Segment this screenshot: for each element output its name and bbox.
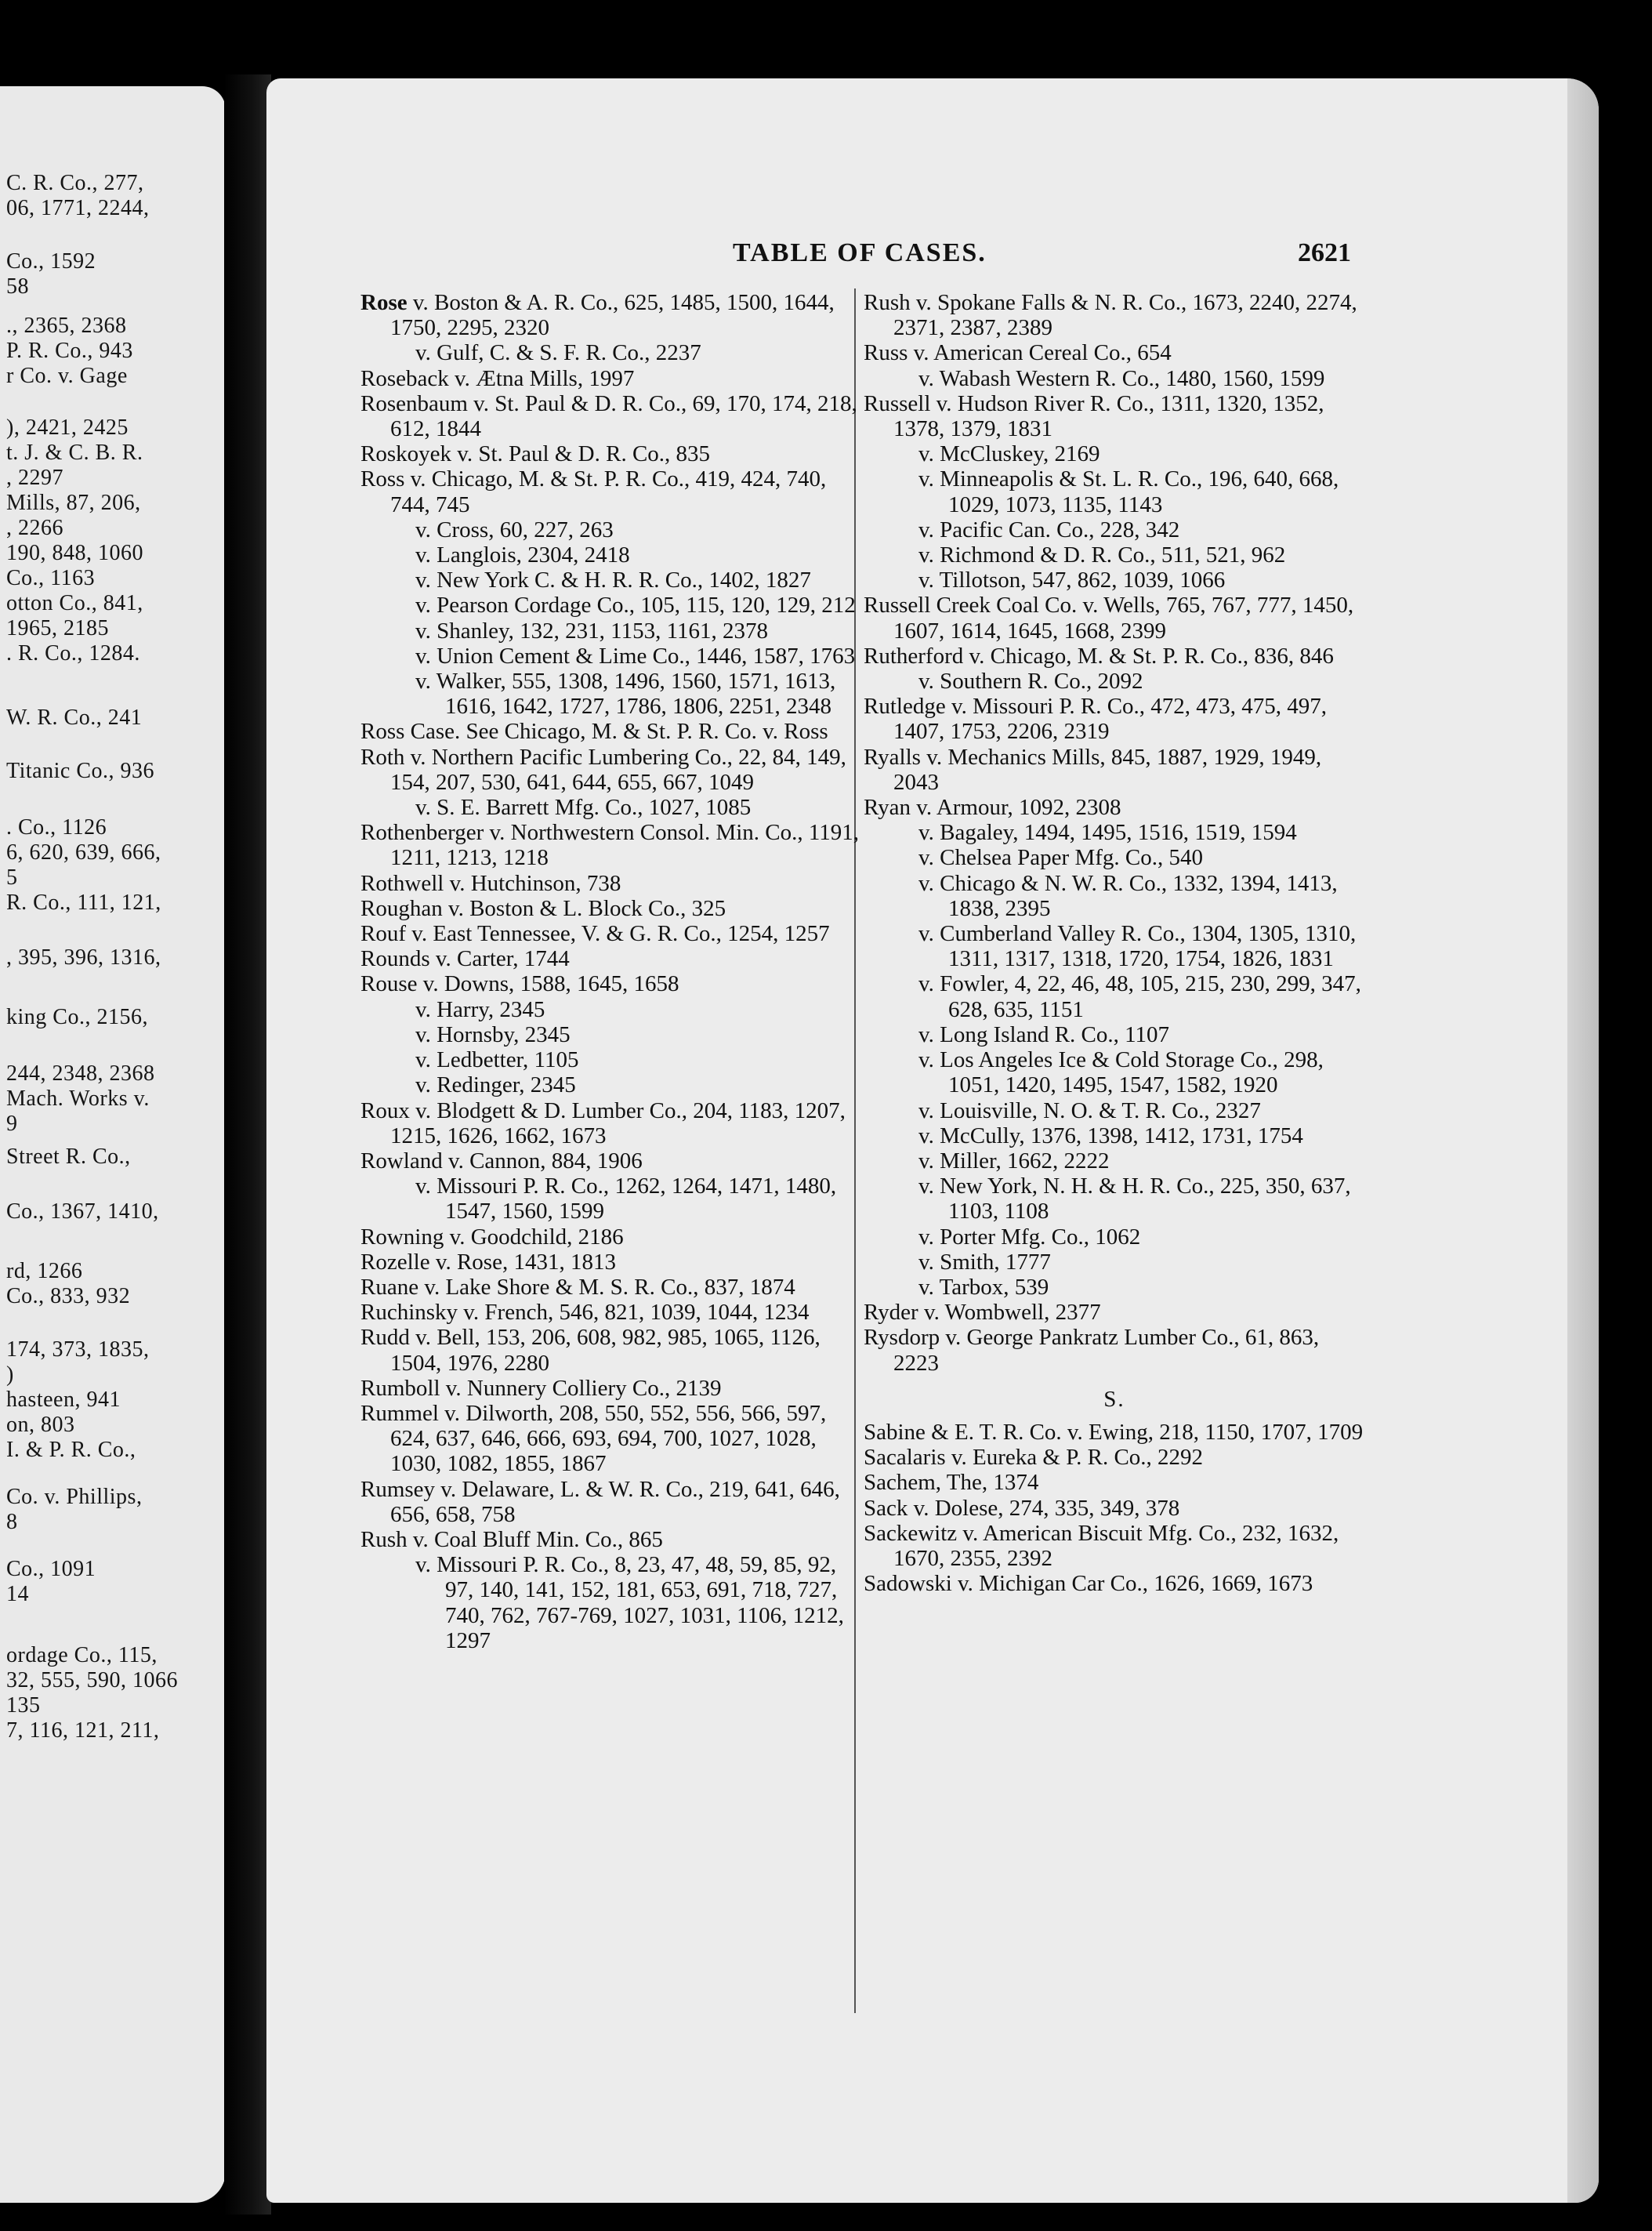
case-citation-text: Rouse v. Downs, 1588, 1645, 1658 (360, 971, 679, 997)
left-page-text-fragment: Co., 1091 (6, 1557, 96, 1581)
case-entry (864, 391, 1365, 441)
case-citation-text: v. Minneapolis & St. L. R. Co., 196, 640, 668, 1029, 1073, 1135, 1143 (918, 466, 1339, 517)
case-citation-text: Rothenberger v. Northwestern Consol. Min. Co., 1191, 1211, 1213, 1218 (360, 820, 860, 871)
case-sub-entry (360, 1022, 862, 1047)
case-citation-text: v. Chicago & N. W. R. Co., 1332, 1394, 1413, 1838, 2395 (918, 870, 1338, 921)
case-entry (864, 1420, 1365, 1445)
case-citation-text: Rutherford v. Chicago, M. & St. P. R. Co., 836, 846 (864, 643, 1334, 669)
case-citation-text: Rutledge v. Missouri P. R. Co., 472, 473, 475, 497, 1407, 1753, 2206, 2319 (864, 694, 1328, 745)
case-entry (360, 1098, 862, 1148)
left-page-text-fragment: . Co., 1126 (6, 815, 107, 840)
case-citation-text: Sadowski v. Michigan Car Co., 1626, 1669, 1673 (864, 1571, 1313, 1597)
case-entry (360, 871, 862, 896)
case-citation-text: v. Pearson Cordage Co., 105, 115, 120, 129, 212 (415, 593, 856, 619)
left-page-text-fragment: Co., 1163 (6, 566, 96, 590)
case-entry (360, 946, 862, 971)
case-entry (360, 820, 862, 870)
case-sub-entry (864, 568, 1365, 593)
case-sub-entry (864, 1275, 1365, 1300)
case-sub-entry (360, 1072, 862, 1097)
case-column-right (864, 290, 1365, 1596)
case-entry (864, 1325, 1365, 1375)
case-citation-text: v. Southern R. Co., 2092 (918, 669, 1143, 695)
left-page-text-fragment: on, 803 (6, 1413, 75, 1437)
left-page-text-fragment: C. R. Co., 277, (6, 171, 144, 195)
case-citation-text: v. Redinger, 2345 (415, 1072, 576, 1098)
case-citation-text: v. Pacific Can. Co., 228, 342 (918, 517, 1180, 542)
case-sub-entry (360, 1552, 862, 1653)
case-citation-text: Rush v. Spokane Falls & N. R. Co., 1673, 2240, 2274, 2371, 2387, 2389 (864, 290, 1357, 341)
case-entry (864, 1445, 1365, 1470)
case-entry (360, 391, 862, 441)
case-sub-entry (864, 466, 1365, 517)
case-sub-entry (360, 619, 862, 644)
case-entry (360, 1477, 862, 1527)
case-sub-entry (360, 340, 862, 365)
case-sub-entry (360, 542, 862, 568)
case-citation-text: v. Long Island R. Co., 1107 (918, 1021, 1170, 1047)
left-page-text-fragment: , 2297 (6, 466, 63, 490)
case-citation-text: v. Fowler, 4, 22, 46, 48, 105, 215, 230, 299, 347, 628, 635, 1151 (918, 971, 1361, 1022)
case-entry (360, 1224, 862, 1250)
case-citation-text: Rosenbaum v. St. Paul & D. R. Co., 69, 170, 174, 218, 612, 1844 (360, 390, 857, 442)
case-entry (864, 795, 1365, 820)
case-entry (360, 366, 862, 391)
left-page-text-fragment: ., 2365, 2368 (6, 314, 127, 338)
left-page-text-fragment: , 395, 396, 1316, (6, 945, 161, 970)
left-page-text-fragment: Co., 833, 932 (6, 1284, 131, 1308)
case-citation-text: Rudd v. Bell, 153, 206, 608, 982, 985, 1065, 1126, 1504, 1976, 2280 (360, 1325, 821, 1376)
left-page-text-fragment: Co., 1367, 1410, (6, 1199, 159, 1224)
case-citation-text: Roth v. Northern Pacific Lumbering Co., 22, 84, 149, 154, 207, 530, 641, 644, 655, 667, 1049 (360, 744, 846, 795)
case-citation-text: v. S. E. Barrett Mfg. Co., 1027, 1085 (415, 795, 752, 821)
case-citation-text: v. New York C. & H. R. R. Co., 1402, 1827 (415, 568, 811, 593)
left-page-text-fragment: Co. v. Phillips, (6, 1485, 143, 1509)
case-column-left (360, 290, 862, 1653)
case-sub-entry (864, 921, 1365, 971)
case-entry (864, 1470, 1365, 1495)
case-citation-text: v. Gulf, C. & S. F. R. Co., 2237 (415, 340, 701, 366)
case-sub-entry (360, 669, 862, 719)
case-citation-text: Rummel v. Dilworth, 208, 550, 552, 556, 566, 597, 624, 637, 646, 666, 693, 694, 700, 1027, 1028, 1030, 1082, 1855, 1867 (360, 1400, 827, 1477)
case-citation-text: Rouf v. East Tennessee, V. & G. R. Co., 1254, 1257 (360, 921, 830, 947)
case-citation-text: Rothwell v. Hutchinson, 738 (360, 870, 621, 896)
case-citation-text: Rumsey v. Delaware, L. & W. R. Co., 219, 641, 646, 656, 658, 758 (360, 1476, 840, 1527)
left-page-text-fragment: Titanic Co., 936 (6, 759, 154, 783)
case-head-name: Rose (360, 290, 408, 315)
case-entry (360, 971, 862, 996)
case-citation-text: Ross Case. See Chicago, M. & St. P. R. Co. v. Ross (360, 719, 828, 745)
case-entry (864, 1521, 1365, 1571)
case-entry (360, 719, 862, 744)
case-citation-text: v. Ledbetter, 1105 (415, 1047, 579, 1073)
case-sub-entry (864, 1098, 1365, 1123)
case-citation-text: Sack v. Dolese, 274, 335, 349, 378 (864, 1495, 1180, 1521)
case-citation-text: Roux v. Blodgett & D. Lumber Co., 204, 1183, 1207, 1215, 1626, 1662, 1673 (360, 1097, 846, 1148)
left-page-text-fragment: Mills, 87, 206, (6, 491, 141, 515)
case-sub-entry (864, 542, 1365, 568)
case-citation-text: v. Missouri P. R. Co., 8, 23, 47, 48, 59, 85, 92, 97, 140, 141, 152, 181, 653, 691, 718, 727, 740, 762, 767-769, 1027, 1031, 1106, 1212, 1297 (415, 1552, 844, 1653)
case-sub-entry (360, 795, 862, 820)
left-page-text-fragment: ) (6, 1362, 14, 1387)
left-page-text-fragment: ordage Co., 115, (6, 1643, 158, 1667)
case-citation-text: v. Hornsby, 2345 (415, 1021, 571, 1047)
left-page-text-fragment: 14 (6, 1582, 29, 1606)
case-entry (360, 1527, 862, 1552)
case-entry (864, 694, 1365, 744)
case-citation-text: v. Tillotson, 547, 862, 1039, 1066 (918, 568, 1226, 593)
case-entry (360, 921, 862, 946)
left-page-text-fragment: P. R. Co., 943 (6, 339, 133, 363)
case-citation-text: Russell v. Hudson River R. Co., 1311, 1320, 1352, 1378, 1379, 1831 (864, 390, 1324, 442)
case-sub-entry (864, 971, 1365, 1021)
case-citation-text: Rysdorp v. George Pankratz Lumber Co., 61, 863, 2223 (864, 1325, 1320, 1376)
left-page-fragment (0, 86, 226, 2203)
case-citation-text: v. Cross, 60, 227, 263 (415, 517, 614, 542)
right-page (266, 78, 1599, 2203)
left-page-text-fragment: 174, 373, 1835, (6, 1337, 150, 1362)
case-sub-entry (360, 1174, 862, 1224)
page-number: 2621 (1298, 238, 1351, 267)
left-page-text-fragment: r Co. v. Gage (6, 364, 128, 388)
case-citation-text: v. Richmond & D. R. Co., 511, 521, 962 (918, 542, 1286, 568)
case-entry (360, 1275, 862, 1300)
left-page-text-fragment: 8 (6, 1510, 18, 1534)
left-page-text-fragment: king Co., 2156, (6, 1005, 148, 1029)
case-citation-text: v. Los Angeles Ice & Cold Storage Co., 298, 1051, 1420, 1495, 1547, 1582, 1920 (918, 1047, 1324, 1098)
case-citation-text: Sacalaris v. Eureka & P. R. Co., 2292 (864, 1445, 1204, 1471)
case-citation-text: Rozelle v. Rose, 1431, 1813 (360, 1249, 616, 1275)
case-citation-text: v. Chelsea Paper Mfg. Co., 540 (918, 845, 1203, 871)
case-entry (864, 593, 1365, 643)
case-sub-entry (864, 1022, 1365, 1047)
left-page-text-fragment: Street R. Co., (6, 1145, 131, 1169)
left-page-text-fragment: 58 (6, 274, 29, 299)
case-citation-text: Ryder v. Wombwell, 2377 (864, 1300, 1101, 1326)
case-entry (360, 1148, 862, 1174)
case-citation-text: Rounds v. Carter, 1744 (360, 946, 570, 972)
left-page-text-fragment: 06, 1771, 2244, (6, 196, 150, 220)
case-citation-text: v. Porter Mfg. Co., 1062 (918, 1224, 1141, 1250)
left-page-text-fragment: t. J. & C. B. R. (6, 441, 143, 465)
case-sub-entry (864, 366, 1365, 391)
case-citation-text: v. Harry, 2345 (415, 996, 545, 1022)
case-citation-text: v. Smith, 1777 (918, 1249, 1051, 1275)
case-citation-text: v. McCully, 1376, 1398, 1412, 1731, 1754 (918, 1123, 1303, 1148)
left-page-text-fragment: 5 (6, 865, 18, 890)
case-citation-text: v. Union Cement & Lime Co., 1446, 1587, 1763 (415, 643, 856, 669)
case-citation-text: Ross v. Chicago, M. & St. P. R. Co., 419, 424, 740, 744, 745 (360, 466, 827, 517)
left-page-text-fragment: hasteen, 941 (6, 1388, 121, 1412)
case-entry (360, 1250, 862, 1275)
page-edge (1567, 78, 1599, 2203)
left-page-text-fragment: W. R. Co., 241 (6, 706, 143, 730)
case-sub-entry (864, 1174, 1365, 1224)
case-entry (864, 290, 1365, 340)
left-page-text-fragment: . R. Co., 1284. (6, 641, 140, 666)
running-header: TABLE OF CASES. (733, 238, 987, 267)
case-sub-entry (864, 845, 1365, 870)
case-sub-entry (864, 441, 1365, 466)
left-page-text-fragment: I. & P. R. Co., (6, 1438, 136, 1462)
case-sub-entry (360, 997, 862, 1022)
case-citation-text: Rowning v. Goodchild, 2186 (360, 1224, 624, 1250)
left-page-text-fragment: 1965, 2185 (6, 616, 109, 640)
case-citation-text: Roughan v. Boston & L. Block Co., 325 (360, 895, 726, 921)
case-entry (360, 1300, 862, 1325)
case-citation-text: v. Tarbox, 539 (918, 1274, 1049, 1300)
case-entry (360, 1401, 862, 1477)
left-page-text-fragment: 6, 620, 639, 666, (6, 840, 161, 865)
case-citation-text: v. Missouri P. R. Co., 1262, 1264, 1471, 1480, 1547, 1560, 1599 (415, 1174, 837, 1224)
case-entry (864, 745, 1365, 795)
case-entry (864, 1300, 1365, 1325)
left-page-text-fragment: ), 2421, 2425 (6, 415, 129, 440)
case-sub-entry (360, 593, 862, 618)
case-entry (360, 1376, 862, 1401)
case-sub-entry (864, 1148, 1365, 1174)
case-citation-text: Russ v. American Cereal Co., 654 (864, 340, 1172, 366)
left-page-text-fragment: R. Co., 111, 121, (6, 891, 161, 915)
case-citation-text: v. Langlois, 2304, 2418 (415, 542, 630, 568)
case-sub-entry (360, 517, 862, 542)
left-page-text-fragment: 190, 848, 1060 (6, 541, 143, 565)
book-gutter (224, 74, 271, 2215)
case-citation-text: Ryalls v. Mechanics Mills, 845, 1887, 1929, 1949, 2043 (864, 744, 1322, 795)
case-sub-entry (864, 871, 1365, 921)
case-citation-text: Sachem, The, 1374 (864, 1470, 1039, 1496)
case-entry (864, 1496, 1365, 1521)
case-citation-text: v. Boston & A. R. Co., 625, 1485, 1500, 1644, 1750, 2295, 2320 (390, 290, 835, 341)
case-sub-entry (360, 1047, 862, 1072)
case-citation-text: v. Cumberland Valley R. Co., 1304, 1305, 1310, 1311, 1317, 1318, 1720, 1754, 1826, 1831 (918, 921, 1357, 972)
case-entry (864, 340, 1365, 365)
case-sub-entry (360, 568, 862, 593)
case-citation-text: v. Miller, 1662, 2222 (918, 1148, 1110, 1174)
left-page-text-fragment: 32, 555, 590, 1066 (6, 1668, 178, 1692)
case-entry (360, 745, 862, 795)
case-citation-text: v. Wabash Western R. Co., 1480, 1560, 1599 (918, 365, 1325, 391)
case-sub-entry (864, 1250, 1365, 1275)
case-citation-text: Rowland v. Cannon, 884, 1906 (360, 1148, 643, 1174)
case-citation-text: Sackewitz v. American Biscuit Mfg. Co., 232, 1632, 1670, 2355, 2392 (864, 1520, 1339, 1571)
case-citation-text: v. Louisville, N. O. & T. R. Co., 2327 (918, 1097, 1261, 1123)
case-citation-text: Rumboll v. Nunnery Colliery Co., 2139 (360, 1375, 722, 1401)
case-citation-text: Roseback v. Ætna Mills, 1997 (360, 365, 635, 391)
case-citation-text: Roskoyek v. St. Paul & D. R. Co., 835 (360, 441, 711, 467)
case-sub-entry (864, 517, 1365, 542)
case-sub-entry (864, 669, 1365, 694)
case-entry (360, 290, 862, 340)
case-sub-entry (864, 1123, 1365, 1148)
case-citation-text: v. Shanley, 132, 231, 1153, 1161, 2378 (415, 618, 769, 644)
case-entry (864, 644, 1365, 669)
case-citation-text: v. McCluskey, 2169 (918, 441, 1100, 467)
case-entry (360, 896, 862, 921)
case-entry (360, 441, 862, 466)
case-sub-entry (864, 1047, 1365, 1097)
case-sub-entry (360, 644, 862, 669)
left-page-text-fragment: 244, 2348, 2368 (6, 1061, 155, 1086)
case-citation-text: Sabine & E. T. R. Co. v. Ewing, 218, 1150, 1707, 1709 (864, 1419, 1364, 1445)
left-page-text-fragment: rd, 1266 (6, 1259, 83, 1283)
left-page-text-fragment: , 2266 (6, 516, 63, 540)
left-page-text-fragment: otton Co., 841, (6, 591, 143, 615)
case-sub-entry (864, 820, 1365, 845)
case-citation-text: Rush v. Coal Bluff Min. Co., 865 (360, 1526, 663, 1552)
case-citation-text: v. Walker, 555, 1308, 1496, 1560, 1571, 1613, 1616, 1642, 1727, 1786, 1806, 2251, 2348 (415, 669, 836, 720)
section-letter: S. (1103, 1386, 1125, 1412)
case-citation-text: Ryan v. Armour, 1092, 2308 (864, 795, 1121, 821)
left-page-text-fragment: 135 (6, 1693, 41, 1718)
left-page-text-fragment: Co., 1592 (6, 249, 96, 274)
case-entry (360, 1325, 862, 1375)
case-citation-text: Ruchinsky v. French, 546, 821, 1039, 1044, 1234 (360, 1300, 810, 1326)
case-entry (864, 1571, 1365, 1596)
case-citation-text: Russell Creek Coal Co. v. Wells, 765, 767, 777, 1450, 1607, 1614, 1645, 1668, 2399 (864, 593, 1354, 644)
case-entry (360, 466, 862, 517)
left-page-text-fragment: 9 (6, 1112, 18, 1136)
case-citation-text: v. Bagaley, 1494, 1495, 1516, 1519, 1594 (918, 820, 1297, 846)
case-citation-text: Ruane v. Lake Shore & M. S. R. Co., 837, 1874 (360, 1274, 795, 1300)
left-page-text-fragment: Mach. Works v. (6, 1086, 150, 1111)
case-sub-entry (864, 1224, 1365, 1250)
left-page-text-fragment: 7, 116, 121, 211, (6, 1718, 160, 1743)
case-citation-text: v. New York, N. H. & H. R. Co., 225, 350, 637, 1103, 1108 (918, 1174, 1351, 1224)
